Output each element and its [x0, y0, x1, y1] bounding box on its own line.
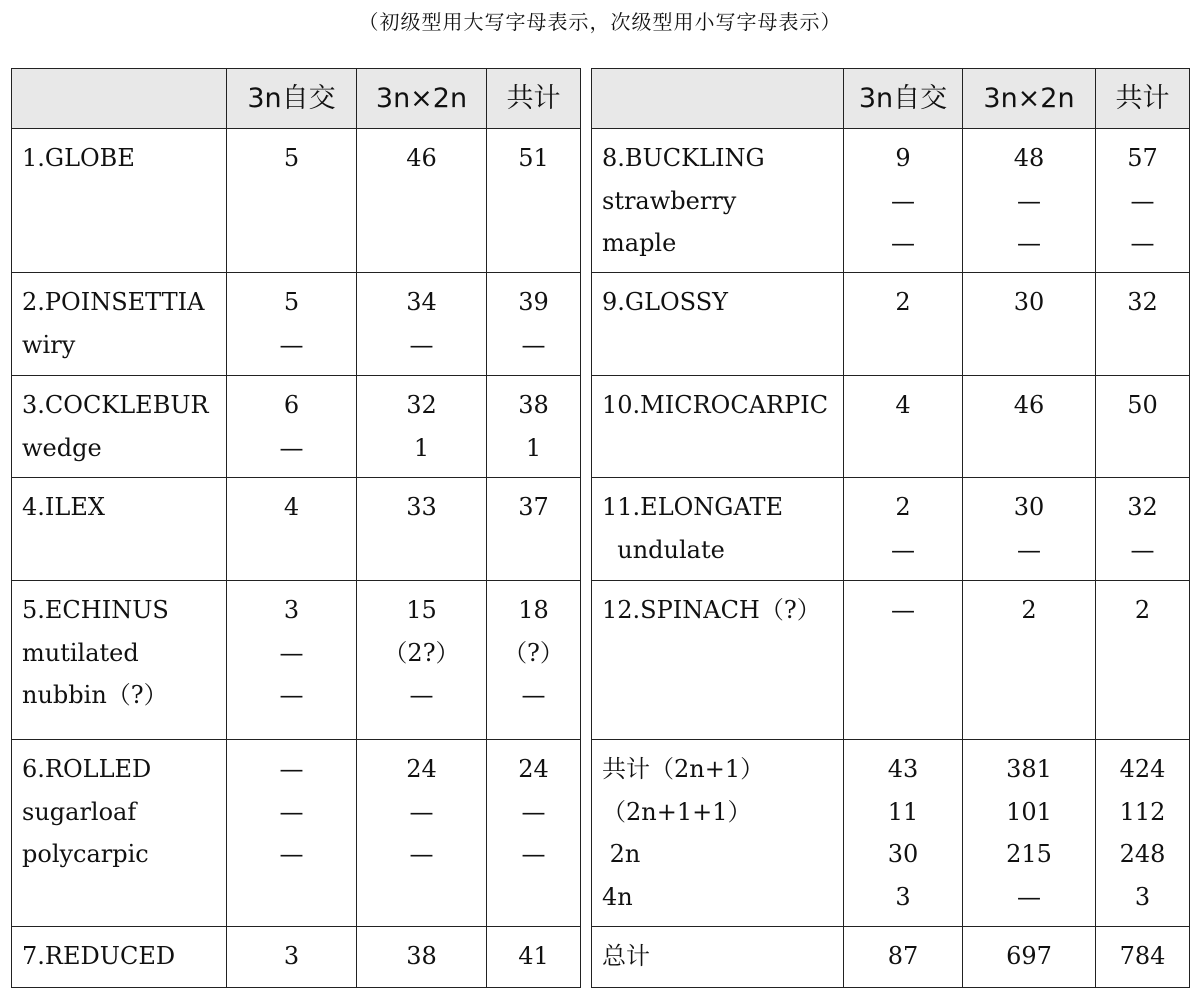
table-row: [12, 129, 1190, 273]
table-row: [12, 273, 1190, 376]
header-right-total: 共计: [1096, 69, 1190, 129]
selfed-count-cell: 43 11 30 3: [844, 740, 963, 927]
table-row: [12, 376, 1190, 478]
column-divider: [581, 129, 592, 273]
header-row: [12, 69, 1190, 129]
column-divider: [581, 740, 592, 927]
total-count-cell: 37: [487, 478, 581, 581]
header-left-type: [12, 69, 227, 129]
cross-count-cell: 24 — —: [357, 740, 487, 927]
total-count-cell: 39 —: [487, 273, 581, 376]
cross-count-cell: 38: [357, 927, 487, 988]
type-name-cell: 3.COCKLEBUR wedge: [12, 376, 227, 478]
cross-count-cell: 381 101 215 —: [963, 740, 1096, 927]
cross-count-cell: 30 —: [963, 478, 1096, 581]
cross-count-cell: 2: [963, 581, 1096, 740]
selfed-count-cell: 6 —: [227, 376, 357, 478]
total-count-cell: 51: [487, 129, 581, 273]
header-left-selfed: 3n自交: [227, 69, 357, 129]
total-count-cell: 424 112 248 3: [1096, 740, 1190, 927]
selfed-count-cell: 5: [227, 129, 357, 273]
type-name-cell: 5.ECHINUS mutilated nubbin（?）: [12, 581, 227, 740]
table-row: [12, 478, 1190, 581]
table-row: [12, 927, 1190, 988]
header-right-cross: 3n×2n: [963, 69, 1096, 129]
header-right-type: [592, 69, 844, 129]
selfed-count-cell: 3 — —: [227, 581, 357, 740]
total-count-cell: 38 1: [487, 376, 581, 478]
cross-count-cell: 697: [963, 927, 1096, 988]
table-row: [12, 581, 1190, 740]
selfed-count-cell: —: [844, 581, 963, 740]
selfed-count-cell: 87: [844, 927, 963, 988]
cross-count-cell: 34 —: [357, 273, 487, 376]
header-right-selfed: 3n自交: [844, 69, 963, 129]
type-name-cell: 2.POINSETTIA wiry: [12, 273, 227, 376]
type-name-cell: 12.SPINACH（?）: [592, 581, 844, 740]
total-count-cell: 18 （?） —: [487, 581, 581, 740]
selfed-count-cell: 2 —: [844, 478, 963, 581]
cross-count-cell: 48 — —: [963, 129, 1096, 273]
total-count-cell: 50: [1096, 376, 1190, 478]
total-count-cell: 32 —: [1096, 478, 1190, 581]
table-caption: （初级型用大写字母表示，次级型用小写字母表示）: [358, 10, 842, 34]
trisomic-type-table: [11, 68, 1190, 988]
total-count-cell: 57 — —: [1096, 129, 1190, 273]
type-name-cell: 7.REDUCED: [12, 927, 227, 988]
header-left-cross: 3n×2n: [357, 69, 487, 129]
column-divider: [581, 581, 592, 740]
type-name-cell: 8.BUCKLING strawberry maple: [592, 129, 844, 273]
selfed-count-cell: 2: [844, 273, 963, 376]
total-count-cell: 784: [1096, 927, 1190, 988]
type-name-cell: 6.ROLLED sugarloaf polycarpic: [12, 740, 227, 927]
cross-count-cell: 33: [357, 478, 487, 581]
cross-count-cell: 30: [963, 273, 1096, 376]
total-count-cell: 24 — —: [487, 740, 581, 927]
column-divider: [581, 376, 592, 478]
column-divider: [581, 478, 592, 581]
column-divider: [581, 69, 592, 129]
total-count-cell: 41: [487, 927, 581, 988]
total-count-cell: 2: [1096, 581, 1190, 740]
header-left-total: 共计: [487, 69, 581, 129]
selfed-count-cell: 4: [844, 376, 963, 478]
type-name-cell: 1.GLOBE: [12, 129, 227, 273]
type-name-cell: 10.MICROCARPIC: [592, 376, 844, 478]
cross-count-cell: 15 （2?） —: [357, 581, 487, 740]
selfed-count-cell: 3: [227, 927, 357, 988]
type-name-cell: 4.ILEX: [12, 478, 227, 581]
cross-count-cell: 32 1: [357, 376, 487, 478]
type-name-cell: 9.GLOSSY: [592, 273, 844, 376]
cross-count-cell: 46: [357, 129, 487, 273]
selfed-count-cell: — — —: [227, 740, 357, 927]
table-row: [12, 740, 1190, 927]
column-divider: [581, 273, 592, 376]
total-count-cell: 32: [1096, 273, 1190, 376]
selfed-count-cell: 5 —: [227, 273, 357, 376]
selfed-count-cell: 9 — —: [844, 129, 963, 273]
selfed-count-cell: 4: [227, 478, 357, 581]
type-name-cell: 总计: [592, 927, 844, 988]
type-name-cell: 11.ELONGATE undulate: [592, 478, 844, 581]
cross-count-cell: 46: [963, 376, 1096, 478]
type-name-cell: 共计（2n+1） （2n+1+1） 2n 4n: [592, 740, 844, 927]
column-divider: [581, 927, 592, 988]
